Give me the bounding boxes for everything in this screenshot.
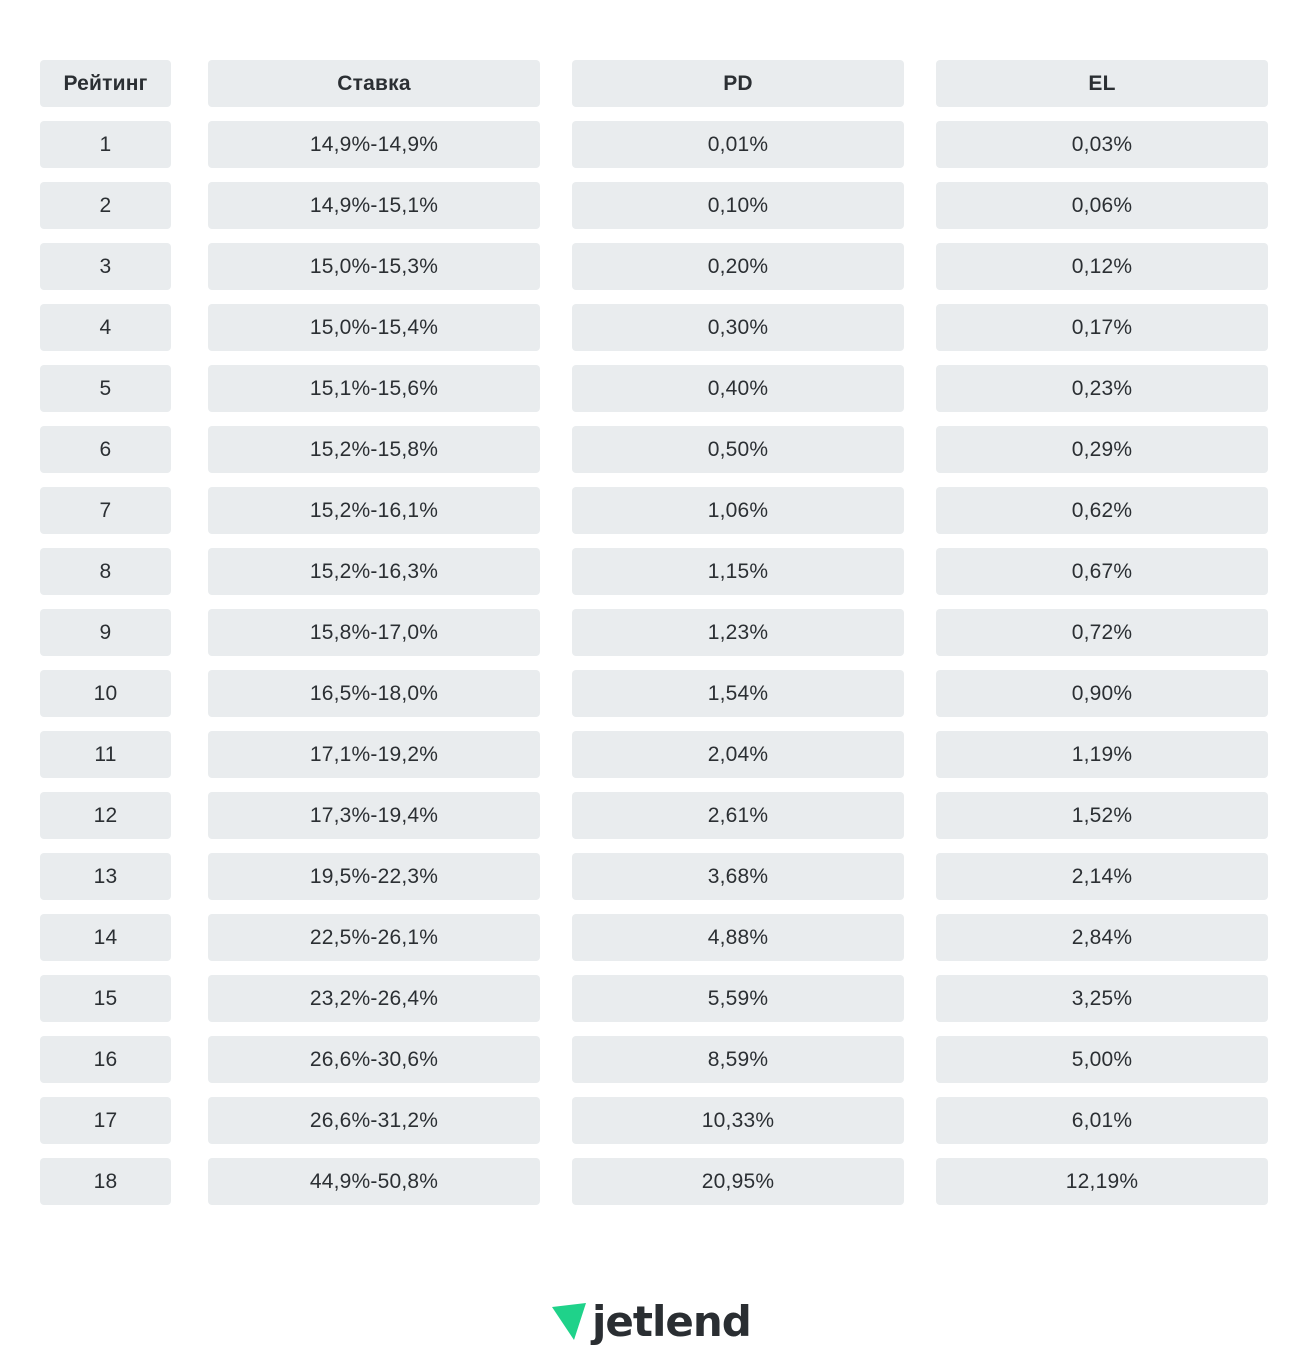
cell-rating: 7 <box>40 487 171 534</box>
cell-pd: 1,54% <box>572 670 904 717</box>
cell-rate: 15,0%-15,3% <box>208 243 540 290</box>
cell-el: 0,06% <box>936 182 1268 229</box>
cell-rating: 18 <box>40 1158 171 1205</box>
cell-el: 0,29% <box>936 426 1268 473</box>
cell-pd: 0,30% <box>572 304 904 351</box>
cell-rate: 15,2%-16,3% <box>208 548 540 595</box>
cell-rating: 17 <box>40 1097 171 1144</box>
cell-rating: 4 <box>40 304 171 351</box>
logo-text: jetlend <box>592 1297 751 1346</box>
cell-pd: 2,04% <box>572 731 904 778</box>
cell-rate: 19,5%-22,3% <box>208 853 540 900</box>
cell-pd: 8,59% <box>572 1036 904 1083</box>
cell-rate: 15,2%-15,8% <box>208 426 540 473</box>
cell-pd: 10,33% <box>572 1097 904 1144</box>
cell-pd: 20,95% <box>572 1158 904 1205</box>
table-row <box>40 426 1268 473</box>
cell-pd: 0,20% <box>572 243 904 290</box>
cell-rating: 2 <box>40 182 171 229</box>
cell-el: 0,23% <box>936 365 1268 412</box>
cell-el: 12,19% <box>936 1158 1268 1205</box>
cell-rating: 10 <box>40 670 171 717</box>
table-row <box>40 1097 1268 1144</box>
jetlend-logo <box>552 1296 751 1348</box>
cell-rate: 14,9%-15,1% <box>208 182 540 229</box>
cell-rate: 44,9%-50,8% <box>208 1158 540 1205</box>
table-row <box>40 975 1268 1022</box>
header-rating: Рейтинг <box>40 60 171 107</box>
cell-el: 6,01% <box>936 1097 1268 1144</box>
table-row <box>40 853 1268 900</box>
cell-el: 1,19% <box>936 731 1268 778</box>
cell-rating: 8 <box>40 548 171 595</box>
cell-rate: 26,6%-31,2% <box>208 1097 540 1144</box>
cell-rating: 5 <box>40 365 171 412</box>
cell-rate: 15,2%-16,1% <box>208 487 540 534</box>
cell-rating: 6 <box>40 426 171 473</box>
cell-rate: 26,6%-30,6% <box>208 1036 540 1083</box>
cell-rating: 12 <box>40 792 171 839</box>
cell-rating: 1 <box>40 121 171 168</box>
cell-rating: 14 <box>40 914 171 961</box>
cell-rate: 17,3%-19,4% <box>208 792 540 839</box>
cell-rate: 16,5%-18,0% <box>208 670 540 717</box>
cell-el: 0,12% <box>936 243 1268 290</box>
cell-rating: 11 <box>40 731 171 778</box>
cell-pd: 1,23% <box>572 609 904 656</box>
cell-el: 5,00% <box>936 1036 1268 1083</box>
cell-pd: 0,40% <box>572 365 904 412</box>
cell-el: 2,84% <box>936 914 1268 961</box>
table-row <box>40 1158 1268 1205</box>
cell-rate: 17,1%-19,2% <box>208 731 540 778</box>
cell-pd: 0,50% <box>572 426 904 473</box>
cell-el: 0,17% <box>936 304 1268 351</box>
table-row <box>40 914 1268 961</box>
table-row <box>40 365 1268 412</box>
cell-el: 1,52% <box>936 792 1268 839</box>
jetlend-triangle-icon <box>552 1302 588 1342</box>
cell-pd: 0,10% <box>572 182 904 229</box>
cell-el: 0,72% <box>936 609 1268 656</box>
cell-pd: 3,68% <box>572 853 904 900</box>
cell-pd: 2,61% <box>572 792 904 839</box>
cell-pd: 1,06% <box>572 487 904 534</box>
cell-rate: 14,9%-14,9% <box>208 121 540 168</box>
table-row <box>40 304 1268 351</box>
table-row <box>40 487 1268 534</box>
header-pd: PD <box>572 60 904 107</box>
table-row <box>40 1036 1268 1083</box>
cell-el: 3,25% <box>936 975 1268 1022</box>
table-row <box>40 609 1268 656</box>
table-row <box>40 731 1268 778</box>
cell-el: 2,14% <box>936 853 1268 900</box>
cell-rate: 15,1%-15,6% <box>208 365 540 412</box>
cell-el: 0,03% <box>936 121 1268 168</box>
cell-pd: 5,59% <box>572 975 904 1022</box>
cell-rating: 3 <box>40 243 171 290</box>
table-row <box>40 182 1268 229</box>
table-header-row <box>40 60 1268 107</box>
cell-rate: 23,2%-26,4% <box>208 975 540 1022</box>
header-el: EL <box>936 60 1268 107</box>
cell-el: 0,90% <box>936 670 1268 717</box>
table-body <box>40 121 1268 1205</box>
cell-rate: 15,8%-17,0% <box>208 609 540 656</box>
table-row <box>40 548 1268 595</box>
cell-rate: 22,5%-26,1% <box>208 914 540 961</box>
rating-table <box>40 60 1268 1219</box>
cell-pd: 0,01% <box>572 121 904 168</box>
cell-rating: 15 <box>40 975 171 1022</box>
cell-rate: 15,0%-15,4% <box>208 304 540 351</box>
cell-pd: 4,88% <box>572 914 904 961</box>
table-row <box>40 243 1268 290</box>
table-row <box>40 670 1268 717</box>
cell-rating: 9 <box>40 609 171 656</box>
cell-pd: 1,15% <box>572 548 904 595</box>
cell-el: 0,67% <box>936 548 1268 595</box>
header-rate: Ставка <box>208 60 540 107</box>
cell-rating: 13 <box>40 853 171 900</box>
table-row <box>40 792 1268 839</box>
cell-rating: 16 <box>40 1036 171 1083</box>
table-row <box>40 121 1268 168</box>
cell-el: 0,62% <box>936 487 1268 534</box>
